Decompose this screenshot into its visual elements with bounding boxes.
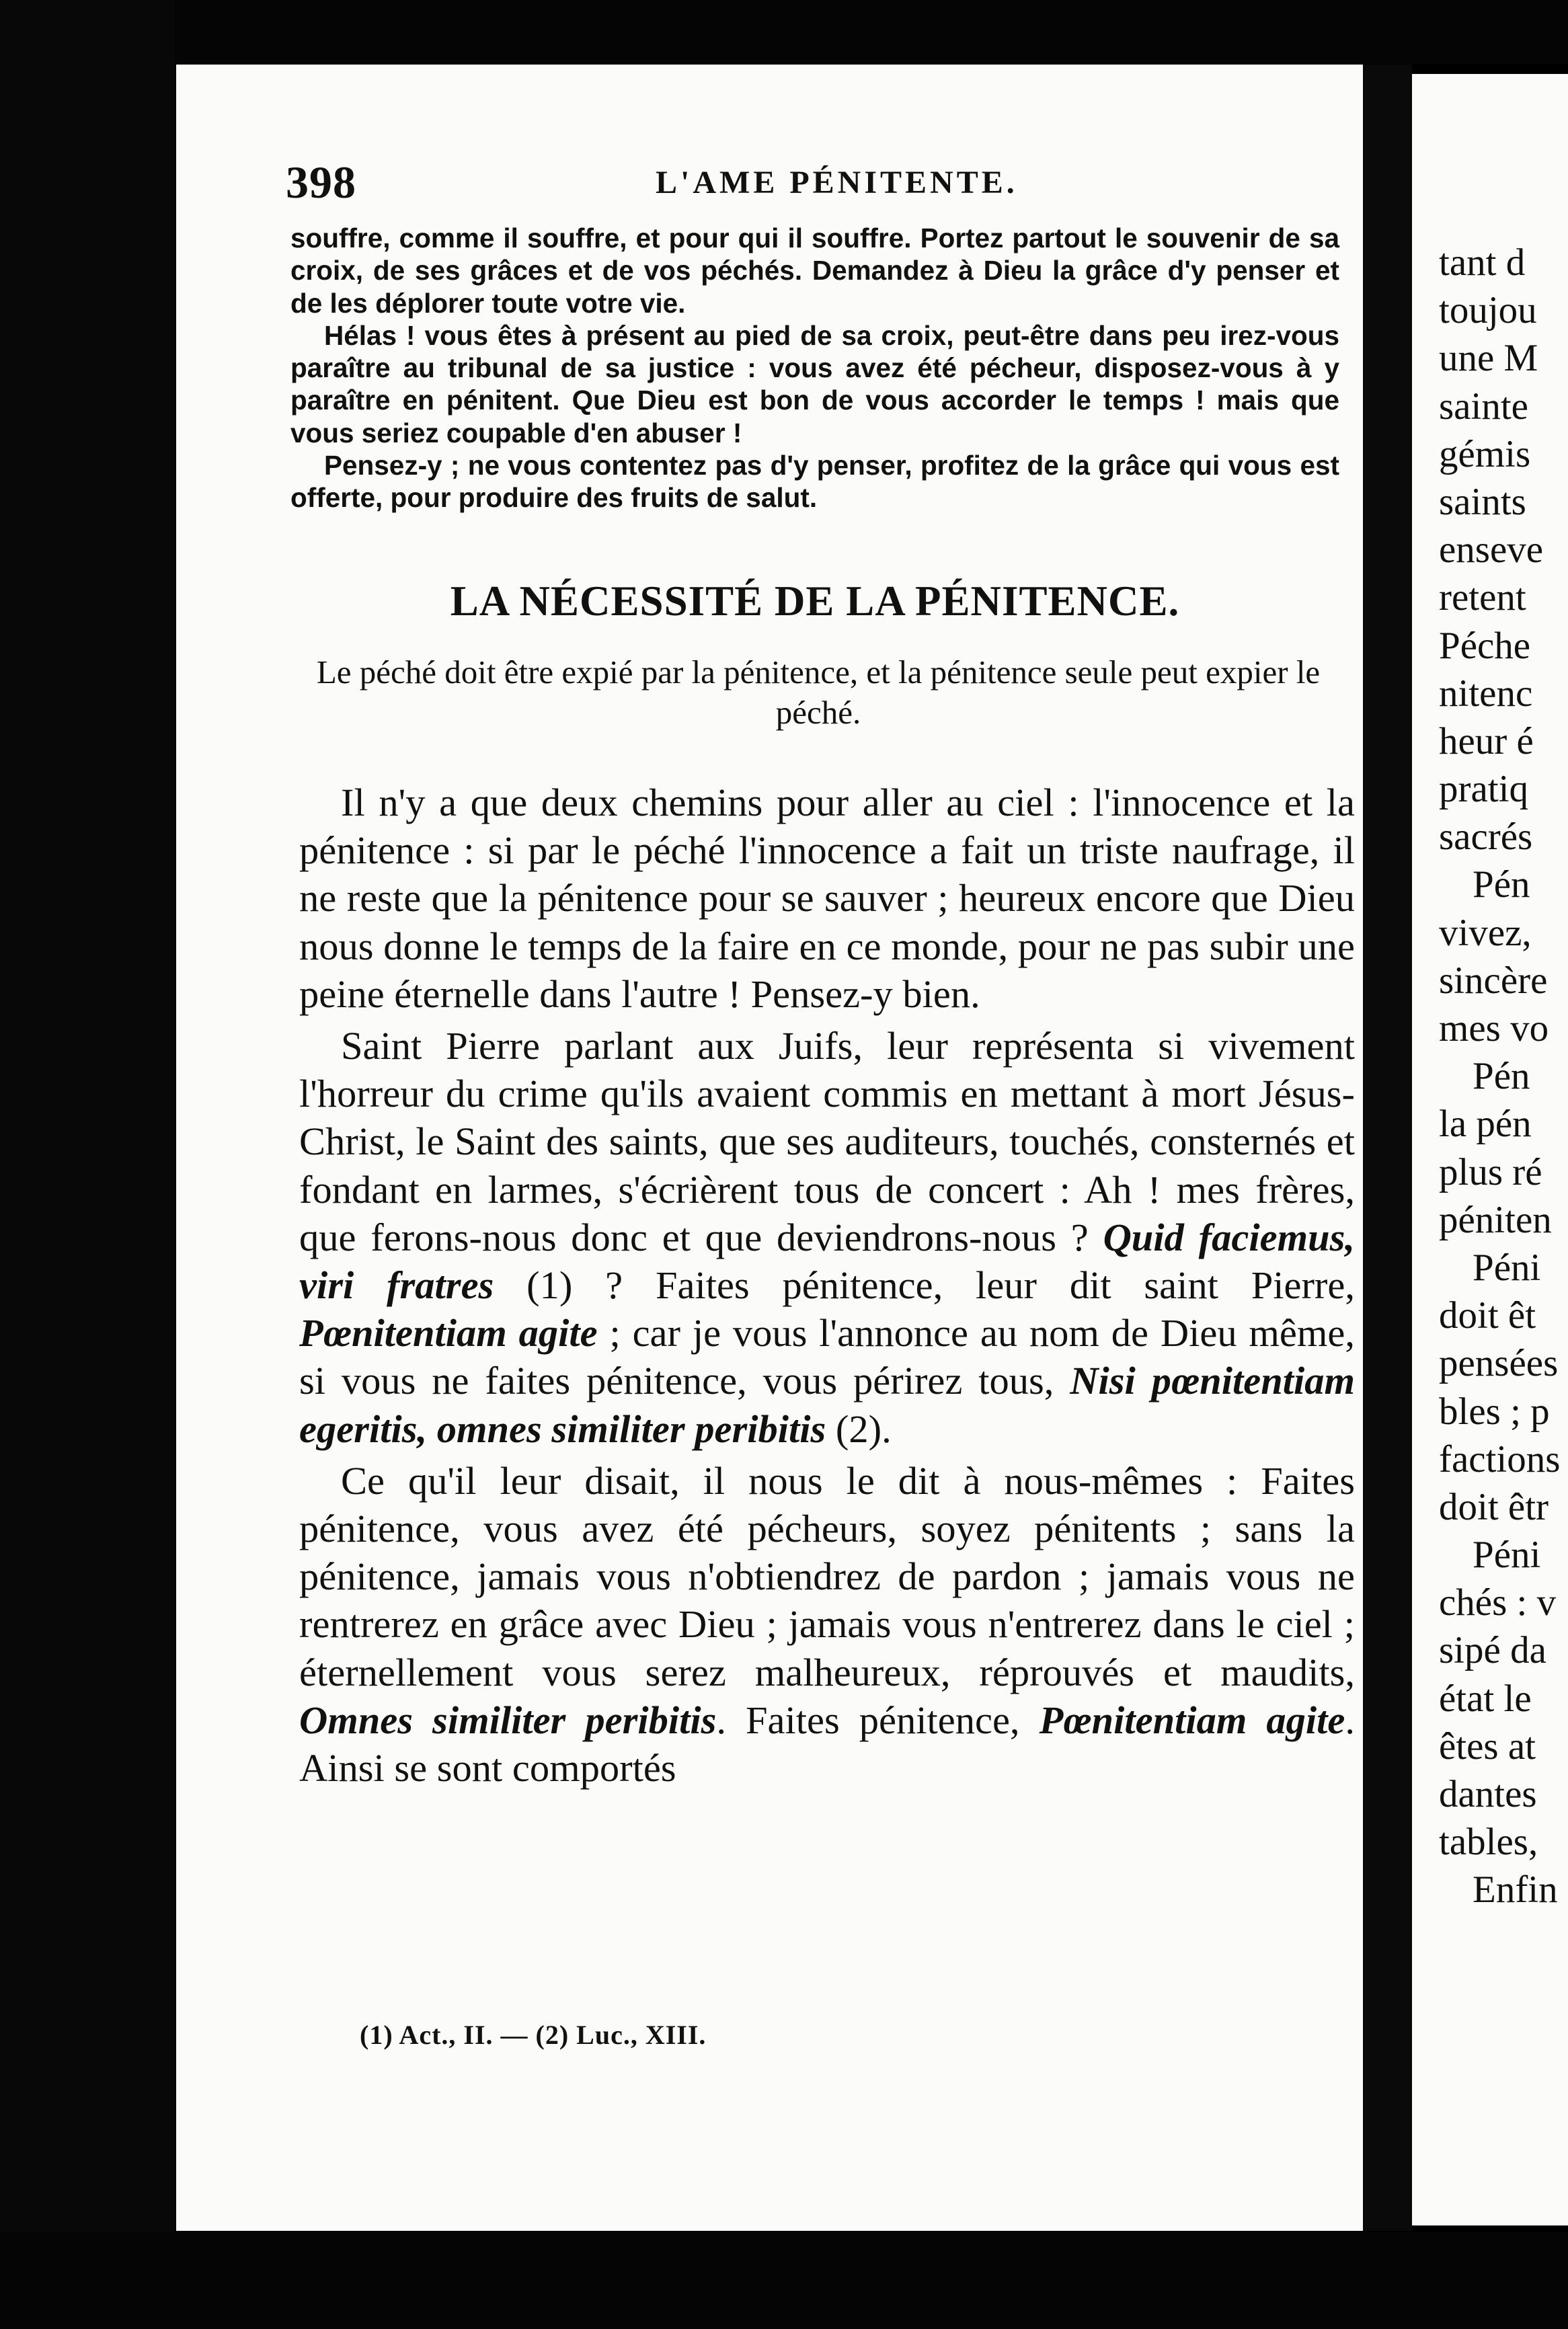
text-run: . Ainsi se sont comportés [299, 1698, 1355, 1790]
text-run: (1) ? Faites pénitence, leur dit saint Pierre, [494, 1263, 1356, 1308]
facing-page-line: bles ; p [1439, 1390, 1550, 1433]
facing-page-line: sipé da [1439, 1629, 1546, 1672]
facing-page-line: êtes at [1439, 1725, 1536, 1768]
footnotes: (1) Act., II. — (2) Luc., XIII. [360, 2020, 707, 2050]
facing-page-line: la pén [1439, 1103, 1532, 1146]
facing-page-line: pratiq [1439, 768, 1528, 811]
section-title: LA NÉCESSITÉ DE LA PÉNITENCE. [450, 578, 1180, 625]
facing-page-line: une M [1439, 337, 1538, 380]
facing-page-line: pensées [1439, 1342, 1559, 1385]
facing-page-line: Péni [1473, 1534, 1541, 1577]
facing-page [1412, 74, 1568, 2225]
page-header [286, 156, 1345, 210]
facing-page-line: chés : v [1439, 1581, 1557, 1624]
facing-page-line: Pén [1473, 863, 1530, 906]
facing-page-line: doit êt [1439, 1294, 1536, 1337]
book-gutter [1363, 65, 1412, 2231]
facing-page-line: sincère [1439, 959, 1548, 1002]
intro-paragraph: souffre, comme il souffre, et pour qui il souffre. Portez partout le souvenir de sa croix, de ses grâces et de vos péchés. Demandez à Dieu la grâce d'y penser et de les déplorer toute votre vie. [290, 223, 1339, 319]
text-run: (2). [826, 1407, 892, 1451]
facing-page-line: enseve [1439, 528, 1544, 571]
facing-page-line: heur é [1439, 719, 1534, 762]
facing-page-line: toujou [1439, 289, 1537, 332]
intro-paragraph: Pensez-y ; ne vous contentez pas d'y penser, profitez de la grâce qui vous est offerte, pour produire des fruits de salut. [290, 450, 1339, 514]
facing-page-line: sacrés [1439, 816, 1533, 859]
facing-page-line: sainte [1439, 385, 1528, 428]
facing-page-line: tant d [1439, 241, 1526, 284]
body-paragraph: Il n'y a que deux chemins pour aller au ciel : l'innocence et la pénitence : si par le péché l'innocence a fait un triste naufrage, il ne reste que la pénitence pour se sauver ; heureux encore que Dieu nous donne le temps de la faire en ce monde, pour ne pas subir une peine éternelle dans l'autre ! Pensez-y bien. [299, 781, 1355, 1016]
latin-quote: Pœnitentiam agite [1039, 1698, 1345, 1742]
facing-page-line: saints [1439, 480, 1526, 523]
latin-quote: Nisi pœnitentiam egeritis, omnes similiter peribitis [299, 1359, 1355, 1451]
scan-border-top [0, 0, 1568, 64]
latin-quote: Pœnitentiam agite [299, 1311, 598, 1355]
body-paragraph [299, 1022, 1355, 1453]
facing-page-line: plus ré [1439, 1150, 1542, 1193]
intro-paragraph: Hélas ! vous êtes à présent au pied de sa croix, peut-être dans peu irez-vous paraître au tribunal de sa justice : vous avez été pécheur, disposez-vous à y paraître en pénitent. Que Dieu est bon de vous accorder le temps ! mais que vous seriez coupable d'en abuser ! [290, 319, 1339, 448]
text-run: ; car je vous l'annonce au nom de Dieu même, si vous ne faites pénitence, vous périrez tous, [299, 1311, 1355, 1403]
running-title: L'AME PÉNITENTE. [656, 165, 1018, 200]
body-paragraph [299, 1457, 1355, 1792]
facing-page-line: nitenc [1439, 672, 1533, 715]
text-run: Saint Pierre parlant aux Juifs, leur représenta si vivement l'horreur du crime qu'ils avaient commis en mettant à mort Jésus-Christ, le Saint des saints, que ses auditeurs, touchés, consternés et fondant en larmes, s'écrièrent tous de concert : Ah ! mes frères, que ferons-nous donc et que deviendrons-nous ? [299, 1024, 1355, 1259]
scan-border-left [0, 0, 175, 2329]
latin-quote: Omnes similiter peribitis [299, 1698, 717, 1742]
facing-page-line: mes vo [1439, 1007, 1549, 1050]
facing-page-line: Enfin [1473, 1868, 1558, 1911]
facing-page-line: tables, [1439, 1821, 1538, 1864]
facing-page-line: Péche [1439, 624, 1531, 667]
facing-page-line: factions [1439, 1437, 1561, 1481]
text-run: Ce qu'il leur disait, il nous le dit à nous-mêmes : Faites pénitence, vous avez été pécheurs, soyez pénitents ; sans la pénitence, jamais vous n'obtiendrez de pardon ; jamais vous ne rentrerez en grâce avec Dieu ; jamais vous n'entrerez dans le ciel ; éternellement vous serez malheureux, réprouvés et maudits, [299, 1458, 1355, 1694]
facing-page-text [1439, 239, 1568, 1914]
facing-page-line: état le [1439, 1677, 1532, 1720]
facing-page-line: vivez, [1439, 911, 1532, 954]
section-subtitle: Le péché doit être expié par la pénitence, et la pénitence seule peut expier le péché. [316, 654, 1321, 731]
facing-page-line: dantes [1439, 1773, 1537, 1815]
facing-page-line: Pén [1473, 1055, 1530, 1098]
facing-page-line: retent [1439, 576, 1526, 619]
scan-border-bottom [0, 2232, 1568, 2329]
intro-text [290, 222, 1339, 514]
facing-page-line: gémis [1439, 432, 1531, 475]
facing-page-line: doit êtr [1439, 1485, 1549, 1528]
body-text [299, 779, 1355, 1792]
facing-page-line: Péni [1473, 1246, 1541, 1289]
page-number: 398 [286, 157, 356, 208]
facing-page-line: péniten [1439, 1198, 1552, 1241]
text-run: . Faites pénitence, [716, 1698, 1040, 1742]
latin-quote: Quid faciemus, viri fratres [299, 1215, 1355, 1308]
